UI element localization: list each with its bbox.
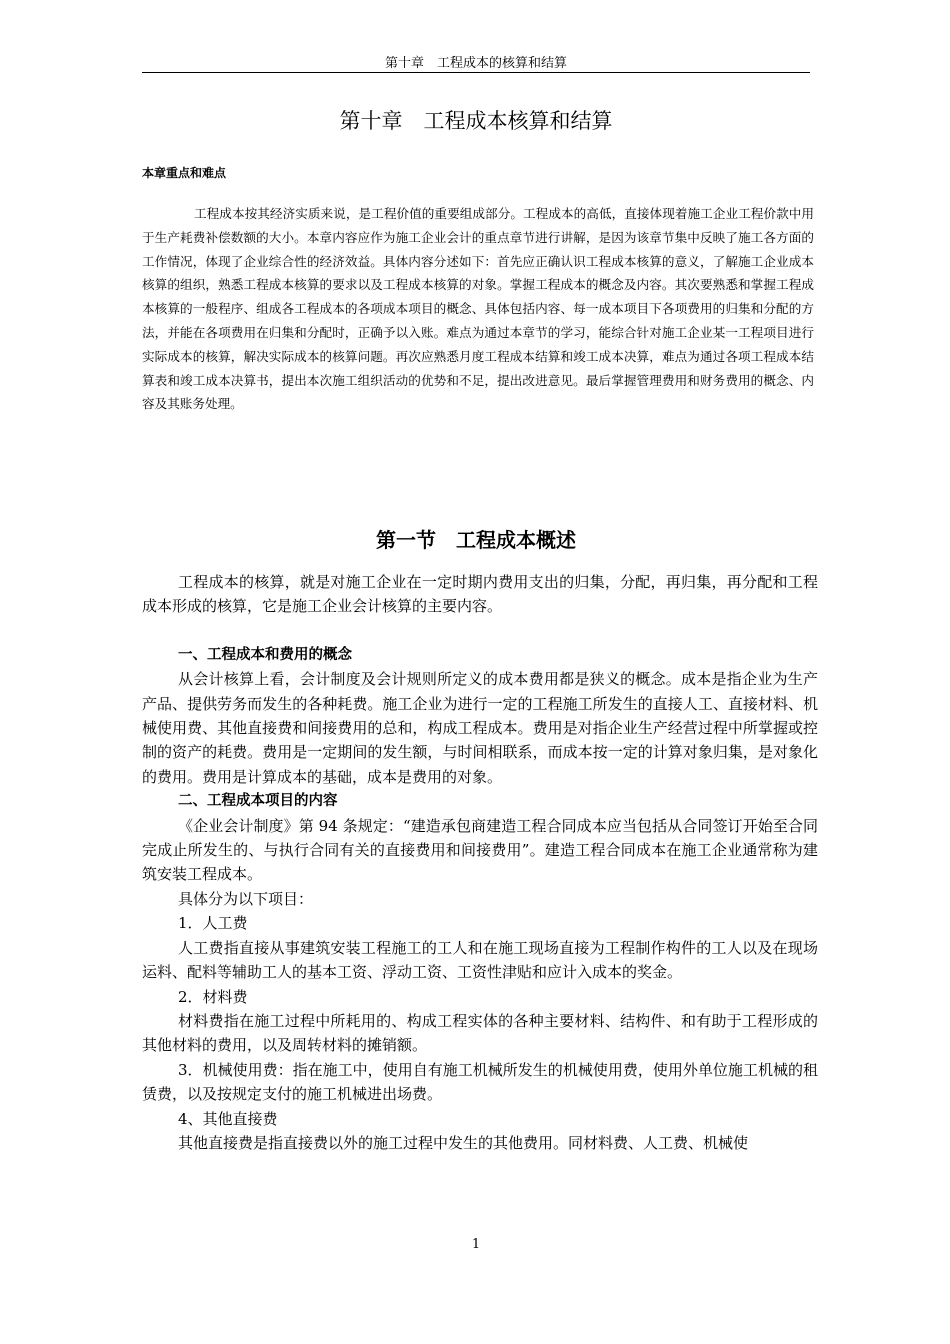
item-labor-text: 人工费指直接从事建筑安装工程施工的工人和在施工现场直接为工程制作构件的工人以及在现场运料、配料等辅助工人的基本工资、浮动工资、工资性津贴和应计入成本的奖金。 <box>142 938 818 982</box>
subsection-heading-items: 二、工程成本项目的内容 <box>178 793 338 810</box>
page-number: 1 <box>471 1237 481 1252</box>
subsection-heading-concept: 一、工程成本和费用的概念 <box>178 646 352 663</box>
section-body <box>142 570 818 1155</box>
running-header: 第十章 工程成本的核算和结算 <box>384 56 567 71</box>
spacer <box>142 619 818 643</box>
regulation-paragraph: 《企业会计制度》第 94 条规定：“建造承包商建造工程合同成本应当包括从合同签订开始至合同完成止所发生的、与执行合同有关的直接费用和间接费用”。建造工程合同成本在施工企业通常称为建筑安装工程成本。 <box>142 816 818 884</box>
section-title: 第一节 工程成本概述 <box>376 528 576 552</box>
chapter-title: 第十章 工程成本核算和结算 <box>339 109 613 133</box>
key-points-paragraph: 工程成本按其经济实质来说，是工程价值的重要组成部分。工程成本的高低，直接体现着施工企业工程价款中用于生产耗费补偿数额的大小。本章内容应作为施工企业会计的重点章节进行讲解，是因为该章节集中反映了施工各方面的工作情况，体现了企业综合性的经济效益。具体内容分述如下：首先应正确认识工程成本核算的意义，了解施工企业成本核算的组织，熟悉工程成本核算的要求以及工程成本核算的对象。掌握工程成本的概念及内容。其次要熟悉和掌握工程成本核算的一般程序、组成各工程成本的各项成本项目的概念、具体包括内容、每一成本项目下各项费用的归集和分配的方法，并能在各项费用在归集和分配时，正确予以入账。难点为通过本章节的学习，能综合针对施工企业某一工程项目进行实际成本的核算，解决实际成本的核算问题。再次应熟悉月度工程成本结算和竣工成本决算，难点为通过各项工程成本结算表和竣工成本决算书，提出本次施工组织活动的优势和不足，提出改进意见。最后掌握管理费用和财务费用的概念、内容及其账务处理。 <box>142 206 814 412</box>
section-intro-paragraph: 工程成本的核算，就是对施工企业在一定时期内费用支出的归集，分配，再归集，再分配和工程成本形成的核算，它是施工企业会计核算的主要内容。 <box>142 573 818 616</box>
concept-paragraph: 从会计核算上看，会计制度及会计规则所定义的成本费用都是狭义的概念。成本是指企业为生产产品、提供劳务而发生的各种耗费。施工企业为进行一定的工程施工所发生的直接人工、直接材料、机械使用费、其他直接费和间接费用的总和，构成工程成本。费用是对指企业生产经营过程中所掌握或控制的资产的耗费。费用是一定期间的发生额，与时间相联系，而成本按一定的计算对象归集，是对象化的费用。费用是计算成本的基础，成本是费用的对象。 <box>142 670 818 786</box>
item-other-direct-text: 其他直接费是指直接费以外的施工过程中发生的其他费用。同材料费、人工费、机械使 <box>178 1133 749 1152</box>
key-points-heading: 本章重点和难点 <box>142 166 227 180</box>
item-material-title: 2．材料费 <box>178 987 248 1006</box>
item-material-text: 材料费指在施工过程中所耗用的、构成工程实体的各种主要材料、结构件、和有助于工程形成的其他材料的费用，以及周转材料的摊销额。 <box>142 1011 818 1055</box>
header-rule <box>142 72 810 73</box>
item-other-direct-title: 4、其他直接费 <box>178 1109 278 1128</box>
items-intro: 具体分为以下项目： <box>178 889 314 908</box>
item-machinery-text: 3．机械使用费：指在施工中，使用自有施工机械所发生的机械使用费，使用外单位施工机械的租赁费，以及按规定支付的施工机械进出场费。 <box>142 1060 818 1104</box>
item-labor-title: 1．人工费 <box>178 914 248 933</box>
